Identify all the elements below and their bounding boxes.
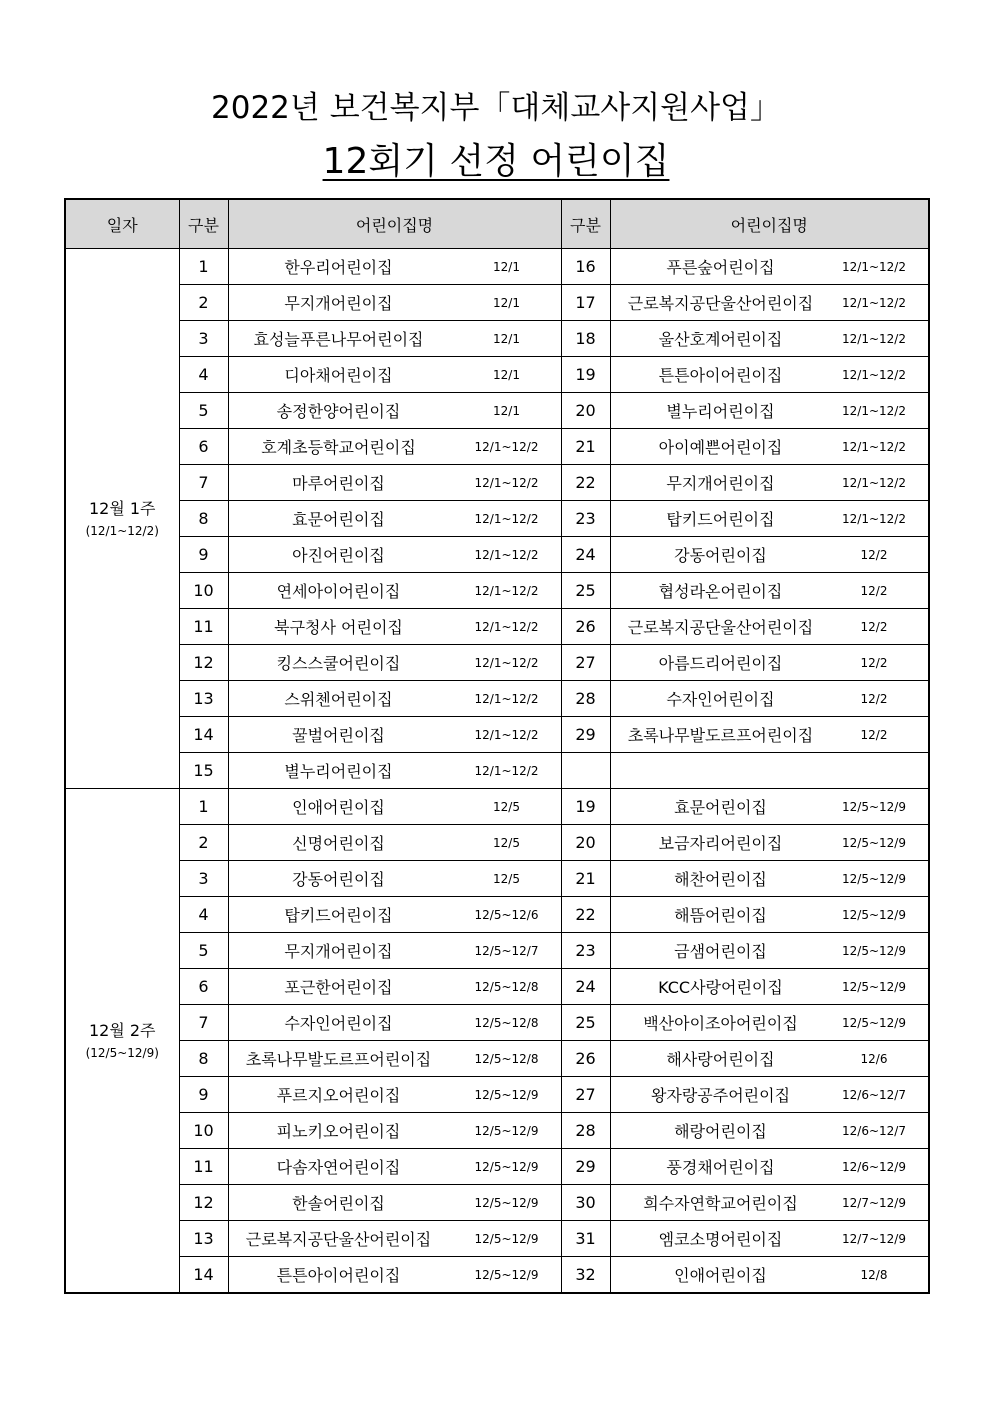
row-number-left: 11 [179, 1149, 228, 1185]
daycare-cell-right [610, 285, 929, 321]
week-label: 12월 1주 [88, 498, 156, 518]
table-row [65, 1041, 929, 1077]
daycare-cell-right [610, 1113, 929, 1149]
daycare-dates: 12/5~12/9 [474, 1159, 539, 1174]
daycare-cell-left [228, 1041, 561, 1077]
row-number-right: 27 [561, 645, 610, 681]
daycare-dates: 12/6~12/7 [842, 1087, 906, 1102]
week-cell [65, 249, 179, 789]
table-row [65, 753, 929, 789]
daycare-name: 초록나무발도르프어린이집 [627, 726, 814, 745]
daycare-name: 효문어린이집 [292, 510, 385, 529]
daycare-name: 해사랑어린이집 [666, 1050, 775, 1069]
daycare-dates: 12/1~12/2 [474, 655, 539, 670]
daycare-cell-right [610, 825, 929, 861]
daycare-name: 튼튼아이어린이집 [658, 366, 783, 385]
daycare-dates: 12/5~12/6 [474, 907, 539, 922]
table-row [65, 501, 929, 537]
row-number-left: 1 [179, 249, 228, 285]
daycare-cell-left [228, 573, 561, 609]
daycare-dates: 12/1~12/2 [842, 331, 906, 346]
daycare-dates: 12/5 [493, 871, 520, 886]
daycare-name: 신명어린이집 [292, 834, 385, 853]
table-row [65, 285, 929, 321]
daycare-name: 해찬어린이집 [674, 870, 767, 889]
row-number-left: 5 [179, 393, 228, 429]
table-row [65, 1077, 929, 1113]
daycare-cell-right [610, 249, 929, 285]
daycare-name: 연세아이어린이집 [276, 582, 401, 601]
header-row [65, 199, 929, 249]
daycare-dates: 12/1~12/2 [474, 547, 539, 562]
daycare-name: 북구청사 어린이집 [274, 618, 403, 637]
daycare-cell-right [610, 1185, 929, 1221]
row-number-right: 19 [561, 357, 610, 393]
table-row [65, 897, 929, 933]
header-num-right: 구분 [561, 199, 610, 249]
daycare-dates: 12/1 [493, 367, 520, 382]
daycare-dates [824, 753, 924, 788]
table-row [65, 1257, 929, 1294]
daycare-dates: 12/2 [860, 691, 888, 706]
daycare-name: 스위첸어린이집 [284, 690, 393, 709]
daycare-name: 무지개어린이집 [284, 942, 393, 961]
daycare-dates: 12/2 [860, 547, 888, 562]
daycare-dates: 12/5~12/8 [474, 979, 539, 994]
row-number-right: 20 [561, 825, 610, 861]
row-number-left: 4 [179, 897, 228, 933]
header-name-left: 어린이집명 [228, 199, 561, 249]
daycare-cell-right [610, 681, 929, 717]
daycare-dates: 12/1~12/2 [842, 403, 906, 418]
daycare-cell-left [228, 357, 561, 393]
table-row [65, 681, 929, 717]
daycare-dates: 12/5~12/9 [474, 1231, 539, 1246]
week-cell [65, 789, 179, 1294]
daycare-name: 효문어린이집 [674, 798, 767, 817]
header-num-left: 구분 [179, 199, 228, 249]
daycare-dates: 12/5~12/9 [842, 943, 906, 958]
table-row [65, 933, 929, 969]
daycare-dates: 12/2 [860, 655, 888, 670]
row-number-left: 3 [179, 861, 228, 897]
daycare-dates: 12/1~12/2 [842, 511, 906, 526]
daycare-cell-left [228, 645, 561, 681]
daycare-cell-left [228, 1077, 561, 1113]
daycare-cell-left [228, 1113, 561, 1149]
daycare-name: 호계초등학교어린이집 [261, 438, 416, 457]
row-number-left: 13 [179, 681, 228, 717]
daycare-cell-right [610, 465, 929, 501]
daycare-dates: 12/1~12/2 [474, 727, 539, 742]
daycare-dates: 12/5~12/7 [474, 943, 539, 958]
daycare-cell-right [610, 1149, 929, 1185]
daycare-cell-right [610, 609, 929, 645]
row-number-left: 10 [179, 1113, 228, 1149]
daycare-name: 수자인어린이집 [666, 690, 775, 709]
row-number-left: 7 [179, 1005, 228, 1041]
row-number-left: 9 [179, 537, 228, 573]
daycare-cell-left [228, 825, 561, 861]
daycare-name: 수자인어린이집 [284, 1014, 393, 1033]
row-number-right: 25 [561, 573, 610, 609]
daycare-name: 꿀벌어린이집 [292, 726, 385, 745]
row-number-right: 23 [561, 501, 610, 537]
daycare-dates: 12/1~12/2 [474, 475, 539, 490]
daycare-name: 무지개어린이집 [666, 474, 775, 493]
daycare-name: 한솔어린이집 [292, 1194, 385, 1213]
row-number-right: 24 [561, 969, 610, 1005]
row-number-right: 29 [561, 1149, 610, 1185]
daycare-dates: 12/5~12/9 [842, 871, 906, 886]
row-number-left: 12 [179, 645, 228, 681]
daycare-name: 아이예쁜어린이집 [658, 438, 783, 457]
table-row [65, 1221, 929, 1257]
row-number-left: 6 [179, 969, 228, 1005]
row-number-right: 21 [561, 861, 610, 897]
daycare-name: 인애어린이집 [674, 1266, 767, 1285]
daycare-cell-left [228, 1149, 561, 1185]
daycare-cell-left [228, 429, 561, 465]
daycare-dates: 12/5~12/9 [474, 1267, 539, 1282]
daycare-dates: 12/5~12/8 [474, 1051, 539, 1066]
daycare-dates: 12/6~12/9 [842, 1159, 906, 1174]
daycare-name: 해뜸어린이집 [674, 906, 767, 925]
daycare-dates: 12/7~12/9 [842, 1195, 906, 1210]
week-label: 12월 2주 [88, 1020, 156, 1040]
daycare-dates: 12/1~12/2 [842, 259, 906, 274]
daycare-name: 울산호계어린이집 [658, 330, 783, 349]
daycare-cell-right [610, 1221, 929, 1257]
table-row [65, 789, 929, 825]
daycare-name: KCC사랑어린이집 [658, 978, 783, 997]
table-body [65, 249, 929, 1294]
daycare-cell-left [228, 897, 561, 933]
daycare-dates: 12/5~12/9 [842, 907, 906, 922]
daycare-cell-left [228, 1005, 561, 1041]
daycare-cell-left [228, 681, 561, 717]
table-row [65, 573, 929, 609]
row-number-left: 6 [179, 429, 228, 465]
row-number-left: 5 [179, 933, 228, 969]
daycare-cell-left [228, 1257, 561, 1294]
row-number-right: 23 [561, 933, 610, 969]
daycare-dates: 12/5~12/9 [842, 979, 906, 994]
daycare-cell-right [610, 753, 929, 789]
daycare-name: 포근한어린이집 [284, 978, 393, 997]
daycare-dates: 12/5 [493, 835, 520, 850]
document-title: 2022년 보건복지부「대체교사지원사업」 [211, 90, 781, 126]
daycare-cell-right [610, 717, 929, 753]
row-number-right: 26 [561, 609, 610, 645]
row-number-left: 2 [179, 825, 228, 861]
daycare-cell-left [228, 465, 561, 501]
daycare-dates: 12/5 [493, 799, 520, 814]
row-number-left: 8 [179, 1041, 228, 1077]
daycare-cell-left [228, 969, 561, 1005]
row-number-right: 28 [561, 1113, 610, 1149]
daycare-dates: 12/1 [493, 295, 520, 310]
daycare-name: 백산아이조아어린이집 [643, 1014, 798, 1033]
daycare-dates: 12/1 [493, 259, 520, 274]
daycare-dates: 12/1 [493, 331, 520, 346]
daycare-cell-left [228, 321, 561, 357]
daycare-cell-right [610, 1077, 929, 1113]
daycare-name: 엠코소명어린이집 [658, 1230, 783, 1249]
daycare-dates: 12/5~12/9 [474, 1087, 539, 1102]
daycare-cell-right [610, 573, 929, 609]
daycare-name: 효성늘푸른나무어린이집 [253, 330, 424, 349]
row-number-right: 18 [561, 321, 610, 357]
daycare-name: 푸르지오어린이집 [276, 1086, 401, 1105]
daycare-cell-right [610, 861, 929, 897]
row-number-left: 13 [179, 1221, 228, 1257]
daycare-name: 한우리어린이집 [284, 258, 393, 277]
daycare-name [611, 753, 831, 788]
daycare-cell-left [228, 753, 561, 789]
daycare-name: 근로복지공단울산어린이집 [245, 1230, 432, 1249]
daycare-dates: 12/1~12/2 [474, 619, 539, 634]
daycare-dates: 12/1~12/2 [474, 439, 539, 454]
row-number-right: 25 [561, 1005, 610, 1041]
daycare-name: 희수자연학교어린이집 [643, 1194, 798, 1213]
row-number-left: 12 [179, 1185, 228, 1221]
daycare-dates: 12/1~12/2 [842, 295, 906, 310]
daycare-dates: 12/6~12/7 [842, 1123, 906, 1138]
daycare-dates: 12/5~12/9 [842, 1015, 906, 1030]
daycare-name: 초록나무발도르프어린이집 [245, 1050, 432, 1069]
table-row [65, 609, 929, 645]
row-number-left: 9 [179, 1077, 228, 1113]
daycare-name: 탑키드어린이집 [666, 510, 775, 529]
row-number-right: 27 [561, 1077, 610, 1113]
week-range: (12/1~12/2) [85, 523, 159, 538]
daycare-dates: 12/1~12/2 [474, 763, 539, 778]
table-row [65, 1149, 929, 1185]
row-number-left: 2 [179, 285, 228, 321]
daycare-dates: 12/1~12/2 [474, 511, 539, 526]
table-row [65, 429, 929, 465]
daycare-cell-right [610, 1041, 929, 1077]
daycare-cell-left [228, 501, 561, 537]
row-number-left: 14 [179, 1257, 228, 1294]
subtitle-text: 12회기 선정 어린이집 [322, 141, 670, 182]
daycare-name: 별누리어린이집 [284, 762, 393, 781]
daycare-dates: 12/2 [860, 727, 888, 742]
daycare-cell-right [610, 321, 929, 357]
daycare-dates: 12/5~12/9 [842, 835, 906, 850]
daycare-name: 송정한양어린이집 [276, 402, 401, 421]
daycare-cell-right [610, 933, 929, 969]
daycare-name: 협성라온어린이집 [658, 582, 783, 601]
row-number-right: 21 [561, 429, 610, 465]
daycare-name: 디아채어린이집 [284, 366, 393, 385]
table-row [65, 969, 929, 1005]
daycare-dates: 12/1~12/2 [842, 439, 906, 454]
header-date: 일자 [65, 199, 179, 249]
daycare-cell-right [610, 429, 929, 465]
table-row [65, 537, 929, 573]
daycare-name: 무지개어린이집 [284, 294, 393, 313]
table-row [65, 1113, 929, 1149]
row-number-right [561, 753, 610, 789]
table-row [65, 861, 929, 897]
daycare-name: 피노키오어린이집 [276, 1122, 401, 1141]
daycare-name: 별누리어린이집 [666, 402, 775, 421]
daycare-name: 다솜자연어린이집 [276, 1158, 401, 1177]
daycare-cell-left [228, 285, 561, 321]
row-number-right: 30 [561, 1185, 610, 1221]
daycare-dates: 12/1~12/2 [474, 691, 539, 706]
daycare-cell-right [610, 357, 929, 393]
daycare-cell-left [228, 1221, 561, 1257]
daycare-dates: 12/5~12/9 [474, 1195, 539, 1210]
row-number-left: 11 [179, 609, 228, 645]
row-number-right: 24 [561, 537, 610, 573]
daycare-dates: 12/1~12/2 [474, 583, 539, 598]
row-number-left: 3 [179, 321, 228, 357]
row-number-left: 8 [179, 501, 228, 537]
daycare-name: 강동어린이집 [292, 870, 385, 889]
daycare-name: 아름드리어린이집 [658, 654, 783, 673]
daycare-dates: 12/1~12/2 [842, 367, 906, 382]
daycare-dates: 12/6 [860, 1051, 888, 1066]
daycare-name: 아진어린이집 [292, 546, 385, 565]
row-number-right: 28 [561, 681, 610, 717]
daycare-cell-right [610, 1257, 929, 1294]
row-number-right: 22 [561, 465, 610, 501]
daycare-cell-left [228, 393, 561, 429]
row-number-left: 1 [179, 789, 228, 825]
table-row [65, 357, 929, 393]
daycare-cell-right [610, 501, 929, 537]
daycare-name: 튼튼아이어린이집 [276, 1266, 401, 1285]
daycare-cell-right [610, 645, 929, 681]
table-row [65, 249, 929, 285]
row-number-right: 16 [561, 249, 610, 285]
table-row [65, 321, 929, 357]
daycare-name: 왕자랑공주어린이집 [650, 1086, 791, 1105]
daycare-dates: 12/5~12/9 [842, 799, 906, 814]
daycare-cell-right [610, 969, 929, 1005]
daycare-name: 해랑어린이집 [674, 1122, 767, 1141]
daycare-cell-right [610, 1005, 929, 1041]
row-number-right: 32 [561, 1257, 610, 1294]
row-number-right: 26 [561, 1041, 610, 1077]
daycare-cell-right [610, 537, 929, 573]
row-number-right: 19 [561, 789, 610, 825]
daycare-name: 탑키드어린이집 [284, 906, 393, 925]
daycare-cell-left [228, 537, 561, 573]
table-row [65, 825, 929, 861]
table-row [65, 1185, 929, 1221]
daycare-cell-left [228, 1185, 561, 1221]
row-number-left: 14 [179, 717, 228, 753]
daycare-cell-left [228, 861, 561, 897]
daycare-name: 보금자리어린이집 [658, 834, 783, 853]
daycare-cell-right [610, 789, 929, 825]
row-number-right: 31 [561, 1221, 610, 1257]
header-name-right: 어린이집명 [610, 199, 929, 249]
table-row [65, 393, 929, 429]
daycare-cell-left [228, 249, 561, 285]
row-number-right: 22 [561, 897, 610, 933]
row-number-left: 10 [179, 573, 228, 609]
row-number-right: 20 [561, 393, 610, 429]
daycare-dates: 12/5~12/9 [474, 1123, 539, 1138]
week-range: (12/5~12/9) [85, 1045, 159, 1060]
row-number-left: 15 [179, 753, 228, 789]
daycare-name: 근로복지공단울산어린이집 [627, 294, 814, 313]
daycare-dates: 12/5~12/8 [474, 1015, 539, 1030]
daycare-name: 강동어린이집 [674, 546, 767, 565]
row-number-right: 29 [561, 717, 610, 753]
daycare-cell-left [228, 789, 561, 825]
daycare-name: 인애어린이집 [292, 798, 385, 817]
daycare-cell-left [228, 609, 561, 645]
row-number-left: 7 [179, 465, 228, 501]
row-number-right: 17 [561, 285, 610, 321]
table-row [65, 645, 929, 681]
daycare-name: 푸른숲어린이집 [666, 258, 775, 277]
daycare-name: 근로복지공단울산어린이집 [627, 618, 814, 637]
daycare-cell-left [228, 933, 561, 969]
daycare-cell-right [610, 393, 929, 429]
daycare-name: 풍경채어린이집 [666, 1158, 775, 1177]
daycare-dates: 12/2 [860, 619, 888, 634]
daycare-cell-right [610, 897, 929, 933]
daycare-dates: 12/1~12/2 [842, 475, 906, 490]
daycare-dates: 12/2 [860, 583, 888, 598]
table-row [65, 1005, 929, 1041]
daycare-dates: 12/1 [493, 403, 520, 418]
row-number-left: 4 [179, 357, 228, 393]
daycare-cell-left [228, 717, 561, 753]
daycare-name: 마루어린이집 [292, 474, 385, 493]
table-row [65, 717, 929, 753]
daycare-dates: 12/8 [860, 1267, 888, 1282]
daycare-name: 킹스스쿨어린이집 [276, 654, 401, 673]
daycare-dates: 12/7~12/9 [842, 1231, 906, 1246]
document-subtitle [0, 140, 992, 184]
selection-table [64, 198, 930, 1294]
table-row [65, 465, 929, 501]
daycare-name: 금샘어린이집 [674, 942, 767, 961]
